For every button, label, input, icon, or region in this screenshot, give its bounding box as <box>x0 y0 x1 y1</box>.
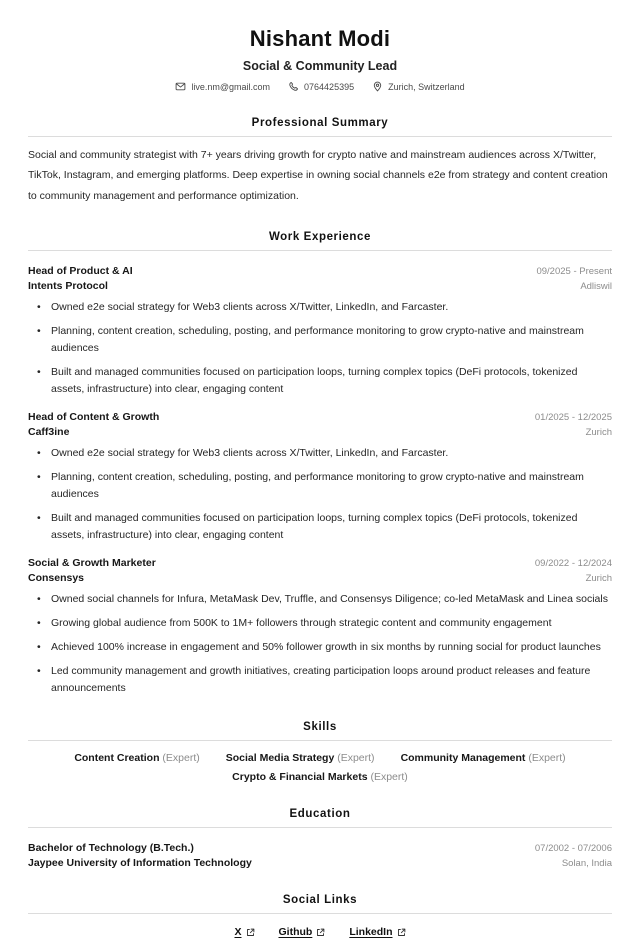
education-location: Solan, India <box>561 858 612 870</box>
job-location: Zurich <box>585 427 612 439</box>
link-linkedin[interactable] <box>349 926 405 938</box>
job-bullet: • Planning, content creation, scheduling, posting, and performance monitoring to grow crypto-native and mainstream audiences <box>28 323 612 357</box>
divider <box>28 827 612 828</box>
email-icon <box>175 81 186 92</box>
link-x[interactable] <box>234 926 254 938</box>
job-bullets <box>28 299 612 397</box>
skill-level: (Expert) <box>162 752 200 765</box>
external-link-icon <box>316 928 325 937</box>
skill-name: Crypto & Financial Markets <box>232 771 368 784</box>
social-links-row <box>28 926 612 938</box>
link-linkedin-label: LinkedIn <box>349 926 393 938</box>
job-entry <box>28 411 612 543</box>
job-company-row <box>28 426 612 438</box>
section-social-links <box>28 894 612 938</box>
external-link-icon <box>397 928 406 937</box>
skill-item <box>226 752 375 764</box>
candidate-name: Nishant Modi <box>249 26 391 51</box>
job-entry <box>28 265 612 397</box>
summary-heading: Professional Summary <box>251 117 389 129</box>
social-links-heading: Social Links <box>282 894 358 907</box>
link-github-label: Github <box>278 926 313 938</box>
job-bullet: • Owned e2e social strategy for Web3 clients across X/Twitter, LinkedIn, and Farcaster. <box>28 299 612 316</box>
contact-location-text: Zurich, Switzerland <box>388 81 465 92</box>
job-company: Consensys <box>28 572 85 585</box>
job-bullet: • Achieved 100% increase in engagement and 50% follower growth in six months by running social for product launches <box>28 639 612 656</box>
job-location: Adliswil <box>580 281 612 293</box>
skill-name: Social Media Strategy <box>225 752 335 765</box>
education-degree-row <box>28 842 612 854</box>
job-dates: 09/2025 - Present <box>536 266 612 278</box>
job-company-row <box>28 572 612 584</box>
contact-row <box>28 81 612 92</box>
job-company: Caff3ine <box>28 426 70 439</box>
resume-header <box>28 26 612 92</box>
contact-email-text: live.nm@gmail.com <box>191 81 271 92</box>
job-company: Intents Protocol <box>28 280 108 293</box>
job-title-row <box>28 265 612 277</box>
education-school: Jaypee University of Information Technology <box>28 857 252 870</box>
job-dates: 01/2025 - 12/2025 <box>534 412 612 424</box>
job-bullet: • Growing global audience from 500K to 1M+ followers through strategic content and community engagement <box>28 615 612 632</box>
contact-location <box>372 81 465 92</box>
job-bullet: • Owned e2e social strategy for Web3 clients across X/Twitter, LinkedIn, and Farcaster. <box>28 445 612 462</box>
education-degree: Bachelor of Technology (B.Tech.) <box>28 842 194 855</box>
education-heading: Education <box>289 808 351 821</box>
section-education <box>28 808 612 869</box>
section-experience <box>28 231 612 696</box>
job-entry <box>28 557 612 696</box>
divider <box>28 913 612 914</box>
job-dates: 09/2022 - 12/2024 <box>534 558 612 570</box>
education-entry <box>28 842 612 869</box>
section-skills <box>28 721 612 783</box>
job-bullets <box>28 445 612 543</box>
divider <box>28 740 612 741</box>
section-summary <box>28 117 612 206</box>
skill-level: (Expert) <box>337 752 375 765</box>
divider <box>28 250 612 251</box>
contact-email <box>175 81 270 92</box>
job-location: Zurich <box>585 573 612 585</box>
skills-list <box>60 752 580 783</box>
skill-name: Community Management <box>400 752 526 765</box>
external-link-icon <box>246 928 255 937</box>
skill-level: (Expert) <box>370 771 408 784</box>
job-bullet: • Built and managed communities focused on participation loops, turning complex topics (DeFi protocols, tokenized assets, infrastructure) into clear, engaging content <box>28 510 612 544</box>
job-bullet: • Planning, content creation, scheduling, posting, and performance monitoring to grow crypto-native and mainstream audiences <box>28 469 612 503</box>
skills-heading: Skills <box>303 721 337 734</box>
education-dates: 07/2002 - 07/2006 <box>534 843 612 855</box>
job-title: Head of Product & AI <box>28 265 133 278</box>
job-title: Social & Growth Marketer <box>28 557 156 570</box>
job-title-row <box>28 411 612 423</box>
job-bullets <box>28 591 612 696</box>
phone-icon <box>288 81 299 92</box>
skill-item <box>401 752 566 764</box>
candidate-title: Social & Community Lead <box>242 59 398 73</box>
contact-phone <box>288 81 354 92</box>
skill-item <box>232 771 408 783</box>
education-school-row <box>28 857 612 869</box>
contact-phone-text: 0764425395 <box>304 81 355 92</box>
skill-name: Content Creation <box>74 752 160 765</box>
link-github[interactable] <box>279 926 326 938</box>
divider <box>28 136 612 137</box>
job-bullet: • Owned social channels for Infura, MetaMask Dev, Truffle, and Consensys Diligence; co-led MetaMask and Linea socials <box>28 591 612 608</box>
job-company-row <box>28 280 612 292</box>
summary-text: Social and community strategist with 7+ years driving growth for crypto native and mainstream audiences across X/Twitter, TikTok, Instagram, and emerging platforms. Deep expertise in owning social channels e2e from strategy and content creation to community management and performance optimization. <box>28 149 608 202</box>
job-bullet: • Led community management and growth initiatives, creating participation loops around product releases and feature announcements <box>28 663 612 697</box>
job-title-row <box>28 557 612 569</box>
skill-item <box>74 752 199 764</box>
location-pin-icon <box>372 81 383 92</box>
experience-heading: Work Experience <box>268 231 372 244</box>
skill-level: (Expert) <box>528 752 566 765</box>
job-title: Head of Content & Growth <box>28 411 160 424</box>
link-x-label: X <box>234 926 242 938</box>
job-bullet: • Built and managed communities focused on participation loops, turning complex topics (DeFi protocols, tokenized assets, infrastructure) into clear, engaging content <box>28 364 612 398</box>
